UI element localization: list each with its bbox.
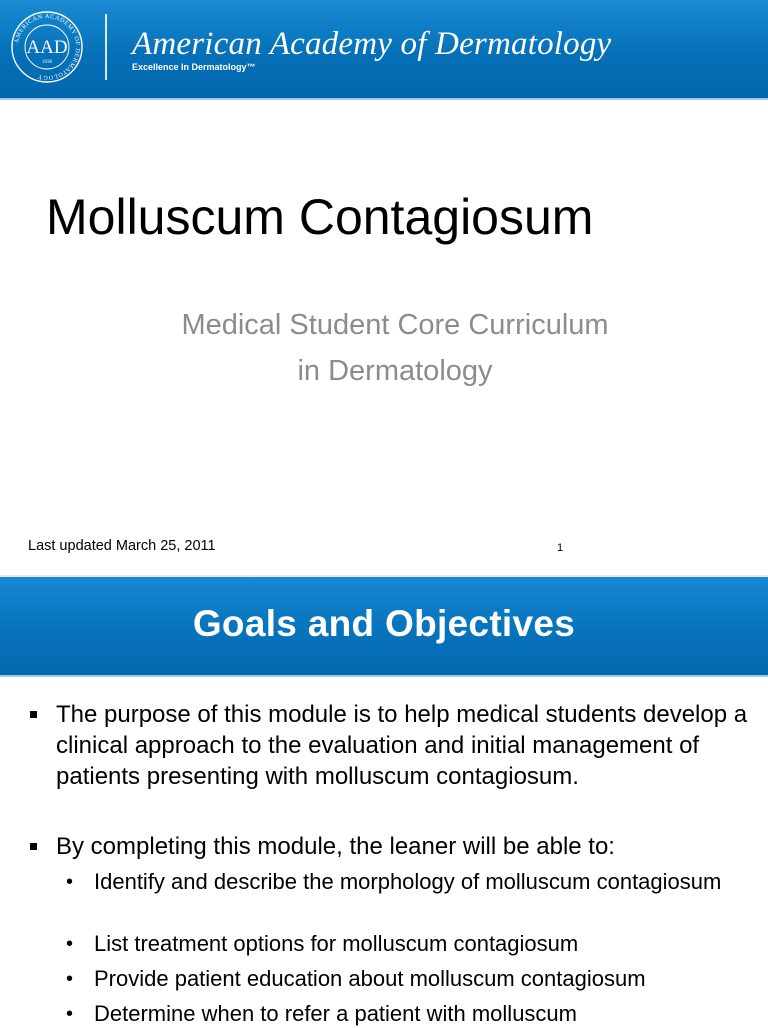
seal-year: 1938 xyxy=(42,60,52,65)
goals-slide xyxy=(0,577,768,1024)
slide-title: Molluscum Contagiosum xyxy=(46,189,594,245)
square-bullet-icon xyxy=(30,843,37,850)
sub-bullet-text: Determine when to refer a patient with molluscum xyxy=(94,1001,577,1026)
slide-subtitle xyxy=(0,302,768,394)
dot-bullet-icon: • xyxy=(66,968,74,990)
dot-bullet-icon: • xyxy=(66,933,74,955)
last-updated-note: Last updated March 25, 2011 xyxy=(28,538,216,554)
logo-divider xyxy=(105,14,107,80)
brand-header-bar xyxy=(0,0,768,100)
organization-name: American Academy of Dermatology xyxy=(132,26,612,62)
sub-bullet-text: List treatment options for molluscum contagiosum xyxy=(94,931,579,956)
bullet-text: The purpose of this module is to help medical students develop a clinical approach to the evaluation and initial management of patients presenting with molluscum contagiosum. xyxy=(56,701,748,790)
dot-bullet-icon: • xyxy=(66,871,74,893)
bullet-text: By completing this module, the leaner will be able to: xyxy=(56,833,615,860)
section-header-bar xyxy=(0,577,768,677)
organization-tagline: Excellence In Dermatology™ xyxy=(132,62,256,72)
square-bullet-icon xyxy=(30,711,37,718)
aad-seal-logo xyxy=(10,10,84,84)
subtitle-line-1: Medical Student Core Curriculum xyxy=(181,309,609,341)
sub-bullet-text: Identify and describe the morphology of molluscum contagiosum xyxy=(94,869,722,894)
slide-number: 1 xyxy=(557,542,564,554)
seal-initials: AAD xyxy=(26,37,68,58)
seal-ring-text: AMERICAN ACADEMY OF DERMATOLOGY xyxy=(13,12,82,82)
sub-bullet-text: Provide patient education about molluscum contagiosum xyxy=(94,966,646,991)
section-title: Goals and Objectives xyxy=(192,603,576,644)
subtitle-line-2: in Dermatology xyxy=(297,355,493,387)
dot-bullet-icon: • xyxy=(66,1003,74,1025)
